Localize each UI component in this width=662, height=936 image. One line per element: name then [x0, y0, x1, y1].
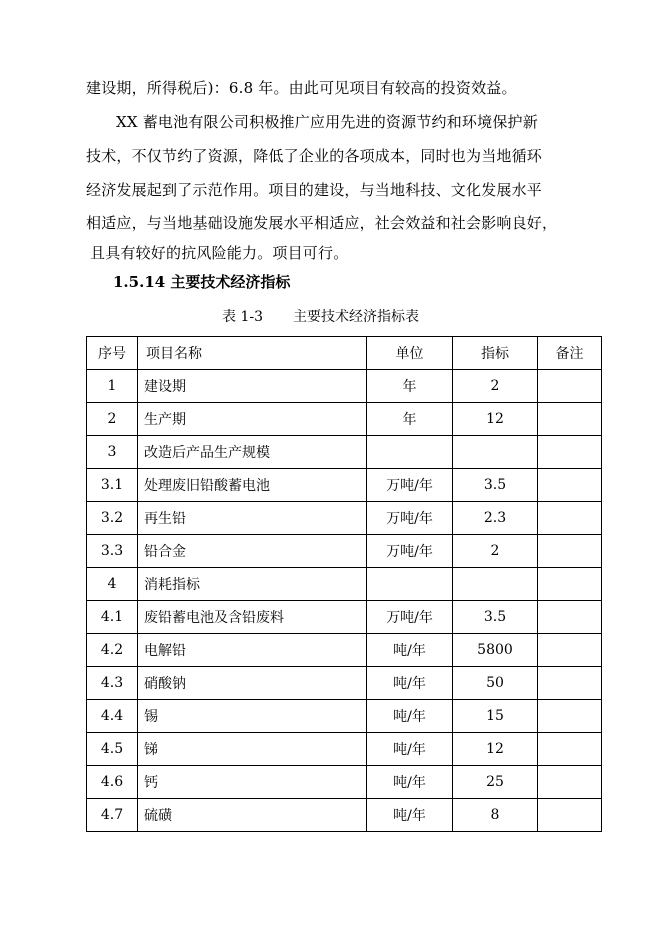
cell-value: [453, 436, 538, 469]
cell-no: 3.3: [87, 535, 138, 568]
cell-unit: 吨/年: [367, 733, 453, 766]
cell-no: 3.2: [87, 502, 138, 535]
paragraph-line-6: 且具有较好的抗风险能力。项目可行。: [90, 244, 349, 262]
cell-no: 3.1: [87, 469, 138, 502]
cell-value: 3.5: [453, 469, 538, 502]
cell-unit: 年: [367, 370, 453, 403]
cell-name: 硫磺: [138, 799, 367, 832]
technical-economic-index-table: [86, 336, 602, 832]
cell-no: 4.6: [87, 766, 138, 799]
table-row: [87, 436, 602, 469]
cell-value: 3.5: [453, 601, 538, 634]
cell-value: 15: [453, 700, 538, 733]
header-unit: 单位: [367, 337, 453, 370]
cell-note: [538, 535, 602, 568]
header-note: 备注: [538, 337, 602, 370]
table-caption-number: 表 1-3: [222, 309, 263, 325]
section-heading: 1.5.14 主要技术经济指标: [113, 273, 291, 291]
cell-name: 处理废旧铅酸蓄电池: [138, 469, 367, 502]
cell-unit: 吨/年: [367, 667, 453, 700]
cell-unit: 年: [367, 403, 453, 436]
cell-unit: 吨/年: [367, 700, 453, 733]
cell-value: 2.3: [453, 502, 538, 535]
cell-unit: 吨/年: [367, 799, 453, 832]
table-row: [87, 502, 602, 535]
cell-note: [538, 733, 602, 766]
cell-name: 硝酸钠: [138, 667, 367, 700]
cell-no: 4.3: [87, 667, 138, 700]
table-row: [87, 403, 602, 436]
cell-unit: 万吨/年: [367, 502, 453, 535]
cell-no: 2: [87, 403, 138, 436]
cell-name: 钙: [138, 766, 367, 799]
cell-unit: 万吨/年: [367, 469, 453, 502]
cell-name: 锡: [138, 700, 367, 733]
cell-note: [538, 634, 602, 667]
cell-no: 4.4: [87, 700, 138, 733]
cell-unit: 吨/年: [367, 634, 453, 667]
cell-name: 生产期: [138, 403, 367, 436]
cell-name: 建设期: [138, 370, 367, 403]
cell-note: [538, 403, 602, 436]
table-row: [87, 568, 602, 601]
cell-name: 改造后产品生产规模: [138, 436, 367, 469]
cell-name: 锑: [138, 733, 367, 766]
header-no: 序号: [87, 337, 138, 370]
cell-value: 25: [453, 766, 538, 799]
cell-note: [538, 700, 602, 733]
cell-value: 8: [453, 799, 538, 832]
paragraph-line-2: XX 蓄电池有限公司积极推广应用先进的资源节约和环境保护新: [116, 113, 538, 131]
table-header-row: [87, 337, 602, 370]
cell-name: 废铅蓄电池及含铅废料: [138, 601, 367, 634]
cell-note: [538, 568, 602, 601]
cell-no: 4.5: [87, 733, 138, 766]
cell-unit: [367, 436, 453, 469]
cell-note: [538, 370, 602, 403]
cell-note: [538, 502, 602, 535]
cell-note: [538, 799, 602, 832]
paragraph-line-1: 建设期，所得税后)：6.8 年。由此可见项目有较高的投资效益。: [86, 79, 517, 97]
cell-note: [538, 667, 602, 700]
header-value: 指标: [453, 337, 538, 370]
cell-name: 再生铅: [138, 502, 367, 535]
cell-unit: 万吨/年: [367, 601, 453, 634]
header-name: 项目名称: [138, 337, 367, 370]
cell-no: 4.2: [87, 634, 138, 667]
cell-value: 12: [453, 403, 538, 436]
cell-value: 5800: [453, 634, 538, 667]
table-row: [87, 370, 602, 403]
cell-value: [453, 568, 538, 601]
table-row: [87, 469, 602, 502]
cell-note: [538, 469, 602, 502]
cell-unit: 吨/年: [367, 766, 453, 799]
table-row: [87, 667, 602, 700]
cell-note: [538, 436, 602, 469]
cell-name: 电解铅: [138, 634, 367, 667]
paragraph-line-4: 经济发展起到了示范作用。项目的建设，与当地科技、文化发展水平: [86, 181, 543, 199]
paragraph-line-5: 相适应，与当地基础设施发展水平相适应，社会效益和社会影响良好，: [86, 214, 558, 232]
cell-note: [538, 601, 602, 634]
cell-value: 50: [453, 667, 538, 700]
table-row: [87, 733, 602, 766]
cell-value: 2: [453, 535, 538, 568]
cell-no: 3: [87, 436, 138, 469]
cell-value: 12: [453, 733, 538, 766]
table-row: [87, 799, 602, 832]
cell-no: 4.7: [87, 799, 138, 832]
cell-no: 1: [87, 370, 138, 403]
cell-unit: [367, 568, 453, 601]
table-row: [87, 700, 602, 733]
paragraph-line-3: 技术，不仅节约了资源，降低了企业的各项成本，同时也为当地循环: [86, 147, 543, 165]
table-caption-title: 主要技术经济指标表: [293, 309, 419, 325]
cell-note: [538, 766, 602, 799]
table-row: [87, 535, 602, 568]
cell-name: 铅合金: [138, 535, 367, 568]
table-caption: [222, 307, 419, 327]
cell-name: 消耗指标: [138, 568, 367, 601]
cell-no: 4.1: [87, 601, 138, 634]
table-row: [87, 766, 602, 799]
table-row: [87, 634, 602, 667]
table-row: [87, 601, 602, 634]
cell-unit: 万吨/年: [367, 535, 453, 568]
cell-no: 4: [87, 568, 138, 601]
cell-value: 2: [453, 370, 538, 403]
